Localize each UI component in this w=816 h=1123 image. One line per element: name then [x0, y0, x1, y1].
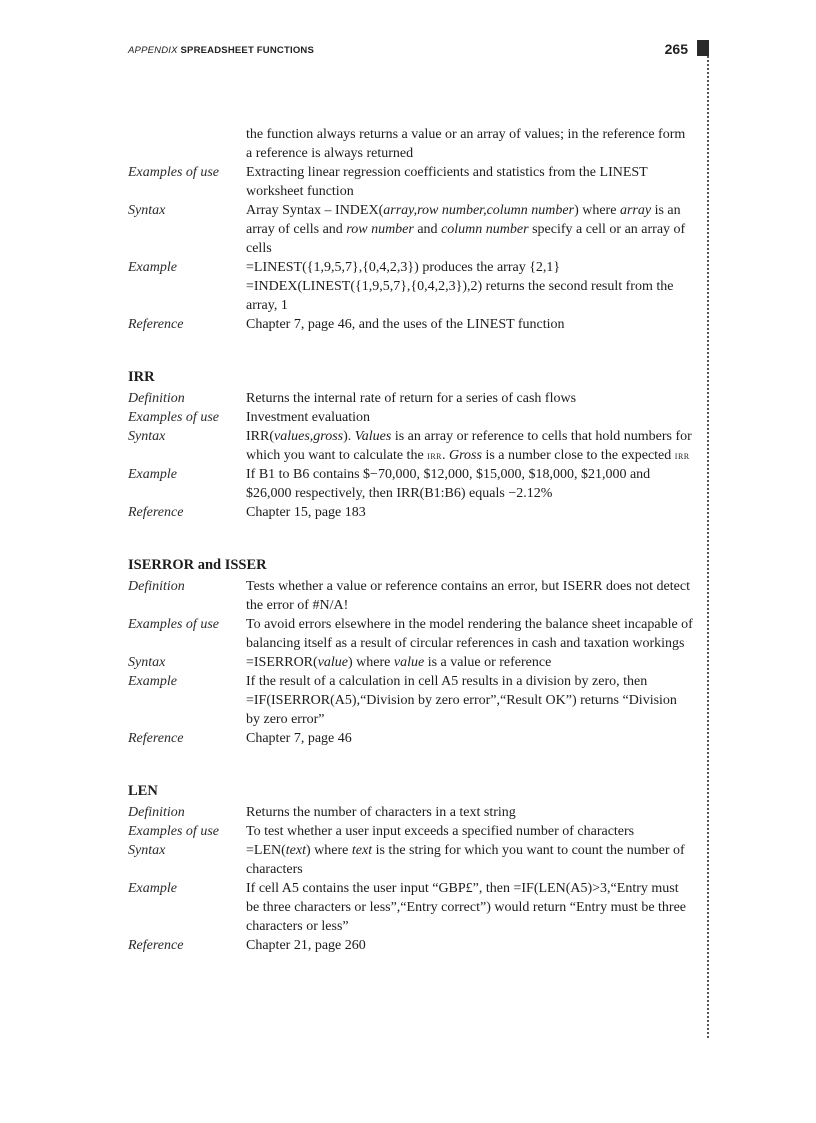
entry-title: ISERROR and ISSER [128, 557, 267, 573]
syntax-part: =ISERROR( [246, 655, 318, 670]
field-label: Reference [128, 938, 184, 953]
field-label: Syntax [128, 429, 166, 444]
syntax-part: Gross [449, 448, 482, 463]
syntax-part: values,gross [274, 429, 344, 444]
section-title-italic: APPENDIX [128, 45, 178, 56]
field-label: Definition [128, 391, 185, 406]
field-label: Reference [128, 505, 184, 520]
section-title-bold: SPREADSHEET FUNCTIONS [180, 45, 315, 56]
field-value [246, 841, 693, 879]
entry-index-continuation [128, 125, 693, 334]
field-row [128, 672, 693, 729]
syntax-part: ) where [306, 843, 352, 858]
field-label: Example [128, 260, 177, 275]
field-value: Chapter 7, page 46, and the uses of the LINEST function [246, 317, 565, 332]
continued-text: the function always returns a value or an array of values; in the reference form a reference is always returned [246, 127, 686, 161]
running-header [128, 43, 688, 59]
syntax-part: text [285, 843, 306, 858]
field-label: Examples of use [128, 165, 219, 180]
entry-title: LEN [128, 783, 158, 799]
field-row [128, 822, 693, 841]
syntax-part: is an array of cells and [246, 203, 681, 237]
field-label: Definition [128, 579, 185, 594]
syntax-part: is a number close to the expected [481, 448, 675, 463]
syntax-part: ). [343, 429, 355, 444]
section-title [128, 45, 314, 56]
page-body [128, 125, 693, 955]
field-row [128, 615, 693, 653]
syntax-part: column number [441, 222, 529, 237]
field-label: Examples of use [128, 410, 219, 425]
syntax-part: ) where [574, 203, 620, 218]
field-row [128, 729, 693, 748]
field-label: Syntax [128, 655, 166, 670]
syntax-part: value [393, 655, 425, 670]
margin-dotted-rule [707, 56, 709, 1038]
field-row [128, 408, 693, 427]
field-value [246, 427, 693, 465]
field-row [128, 653, 693, 672]
field-value: Extracting linear regression coefficients and statistics from the LINEST worksheet function [246, 165, 648, 199]
field-label: Reference [128, 317, 184, 332]
syntax-part: specify a cell or an array of cells [246, 222, 686, 256]
syntax-part: irr [427, 448, 443, 462]
syntax-part: irr [674, 448, 690, 462]
field-value: If cell A5 contains the user input “GBP£”, then =IF(LEN(A5)>3,“Entry must be three characters or less”,“Entry correct”) would return “Entry must be three characters or less” [246, 881, 687, 934]
field-row [128, 389, 693, 408]
example-line: =LINEST({1,9,5,7},{0,4,2,3}) produces the array {2,1} [246, 260, 561, 275]
syntax-part: is an array or reference to cells that hold numbers for which you want to calculate the [246, 429, 692, 463]
field-row [128, 163, 693, 201]
field-row [128, 803, 693, 822]
syntax-part: IRR( [246, 429, 274, 444]
syntax-part: row number [346, 222, 414, 237]
syntax-part: array [619, 203, 652, 218]
field-label: Example [128, 674, 177, 689]
field-row [128, 427, 693, 465]
field-value: If B1 to B6 contains $−70,000, $12,000, $15,000, $18,000, $21,000 and $26,000 respectively, then IRR(B1:B6) equals −2.12% [246, 467, 651, 501]
syntax-part: ) where [348, 655, 394, 670]
field-row [128, 315, 693, 334]
example-line: =INDEX(LINEST({1,9,5,7},{0,4,2,3}),2) returns the second result from the array, 1 [246, 279, 674, 313]
syntax-part: is the string for which you want to count the number of characters [246, 843, 685, 877]
field-value: Tests whether a value or reference contains an error, but ISERR does not detect the error of #N/A! [246, 579, 690, 613]
field-row [128, 258, 693, 315]
field-row [128, 841, 693, 879]
syntax-part: . [442, 448, 450, 463]
page-marker-block [697, 40, 709, 56]
field-value: To avoid errors elsewhere in the model rendering the balance sheet incapable of balancing itself as a result of circular references in cash and taxation workings [246, 617, 693, 651]
syntax-part: =LEN( [246, 843, 286, 858]
field-label: Example [128, 881, 177, 896]
field-value [246, 201, 693, 258]
syntax-part: Array Syntax – INDEX( [246, 203, 384, 218]
syntax-part: is a value or reference [424, 655, 552, 670]
field-row [128, 936, 693, 955]
entry-irr [128, 368, 693, 522]
field-value [246, 258, 693, 315]
field-value: Chapter 15, page 183 [246, 505, 366, 520]
field-row [128, 503, 693, 522]
field-value: Returns the internal rate of return for a series of cash flows [246, 391, 577, 406]
field-row [128, 201, 693, 258]
syntax-part: and [413, 222, 442, 237]
entry-iserror [128, 556, 693, 748]
entry-len [128, 782, 693, 955]
syntax-part: Values [354, 429, 392, 444]
page-number: 265 [664, 41, 688, 57]
syntax-part: array,row number,column number [383, 203, 575, 218]
entry-title: IRR [128, 369, 155, 385]
field-value: Chapter 7, page 46 [246, 731, 352, 746]
field-label: Syntax [128, 843, 166, 858]
syntax-part: value [317, 655, 349, 670]
field-label: Examples of use [128, 617, 219, 632]
field-row [128, 879, 693, 936]
field-row [128, 577, 693, 615]
field-label: Example [128, 467, 177, 482]
field-label: Syntax [128, 203, 166, 218]
field-label: Reference [128, 731, 184, 746]
field-value: To test whether a user input exceeds a specified number of characters [246, 824, 635, 839]
field-value: Chapter 21, page 260 [246, 938, 366, 953]
field-row [128, 465, 693, 503]
field-value: Investment evaluation [246, 410, 371, 425]
field-value [246, 653, 693, 672]
field-value: If the result of a calculation in cell A5 results in a division by zero, then =IF(ISERROR(A5),“Division by zero error”,“Result OK”) returns “Division by zero error” [246, 674, 677, 727]
field-label: Examples of use [128, 824, 219, 839]
field-label: Definition [128, 805, 185, 820]
field-value: Returns the number of characters in a text string [246, 805, 516, 820]
syntax-part: text [351, 843, 373, 858]
